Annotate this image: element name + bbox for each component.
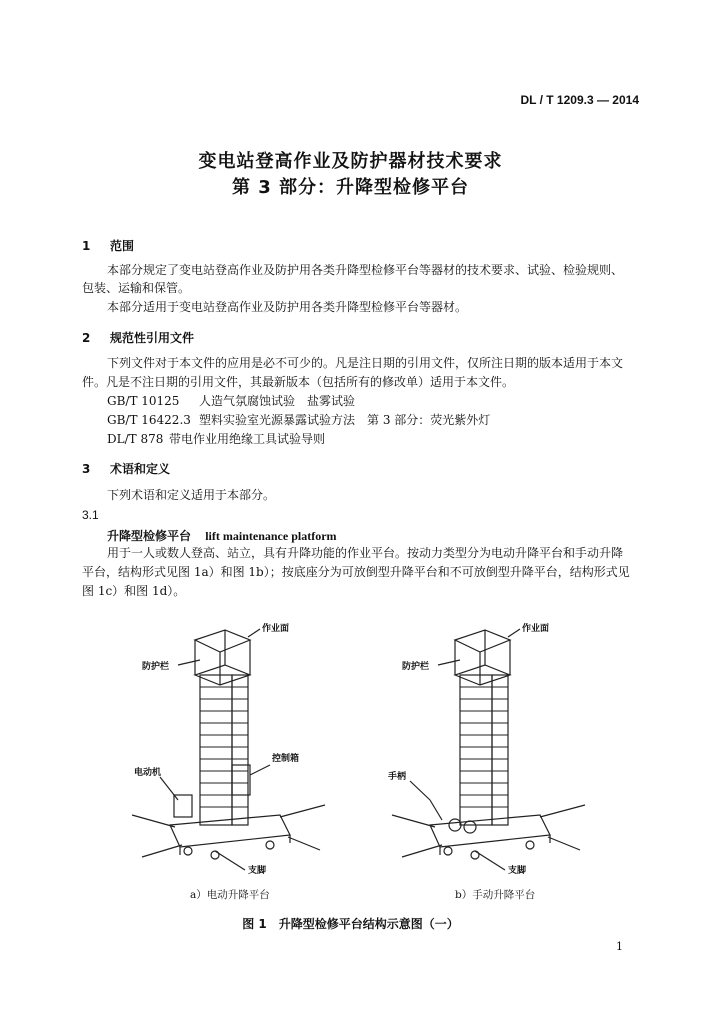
section-title: 范围 [110,239,135,253]
manual-lift-platform-diagram [380,615,610,875]
label-control-box: 控制箱 [272,754,300,764]
section-number: 3 [82,462,91,476]
term-name-en: lift maintenance platform [205,529,337,543]
electric-lift-platform-diagram [120,615,350,875]
label-outrigger: 支脚 [508,866,527,875]
paragraph: 下列术语和定义适用于本部分。 [107,488,276,502]
term-definition-line: 平台，结构形式见图 1a）和图 1b）；按底座分为可放倒型升降平台和不可放倒型升降平台，结构形式见 [82,565,630,579]
section-2-heading [82,329,194,346]
label-handle: 手柄 [388,772,407,782]
paragraph: 本部分规定了变电站登高作业及防护用各类升降型检修平台等器材的技术要求、试验、检验规则、 [107,263,624,277]
label-motor: 电动机 [134,768,162,778]
label-work-surface: 作业面 [262,624,290,634]
label-outrigger: 支脚 [248,866,267,875]
paragraph: 件。凡是不注日期的引用文件，其最新版本（包括所有的修改单）适用于本文件。 [82,375,515,389]
reference-title: 人造气氛腐蚀试验 盐雾试验 [199,394,356,408]
reference-title: 塑料实验室光源暴露试验方法 第 3 部分：荧光紫外灯 [199,413,491,427]
term-definition-line: 用于一人或数人登高、站立，具有升降功能的作业平台。按动力类型分为电动升降平台和手动升降 [107,546,624,560]
figure-caption-a: a）电动升降平台 [190,889,270,901]
section-title: 术语和定义 [110,462,171,476]
section-number: 1 [82,239,91,253]
section-1-heading [82,237,134,254]
paragraph: 包装、运输和保管。 [82,281,191,295]
label-guardrail: 防护栏 [142,662,170,672]
label-work-surface: 作业面 [522,624,550,634]
reference-item [107,412,490,429]
figure-title: 图 1 升降型检修平台结构示意图（一） [242,917,459,931]
figure-caption-b: b）手动升降平台 [455,889,536,901]
term-heading [107,527,337,544]
paragraph: 本部分适用于变电站登高作业及防护用各类升降型检修平台等器材。 [107,300,468,314]
document-title: 变电站登高作业及防护器材技术要求 [198,151,503,172]
reference-title: 带电作业用绝缘工具试验导则 [169,432,326,446]
section-3-heading [82,460,170,477]
paragraph: 下列文件对于本文件的应用是必不可少的。凡是注日期的引用文件，仅所注日期的版本适用于本文 [107,356,624,370]
reference-code: GB/T 16422.3 [107,413,191,427]
page-number: 1 [616,940,623,953]
label-guardrail: 防护栏 [402,662,430,672]
reference-code: GB/T 10125 [107,394,180,408]
term-number: 3.1 [82,508,99,522]
section-number: 2 [82,331,91,345]
section-title: 规范性引用文件 [110,331,195,345]
document-subtitle: 第 3 部分：升降型检修平台 [231,177,470,198]
term-definition-line: 图 1c）和图 1d）。 [82,584,186,598]
reference-code: DL/T 878 [107,432,164,446]
standard-code: DL / T 1209.3 — 2014 [520,93,639,107]
reference-item [107,431,325,448]
term-name-cn: 升降型检修平台 [107,529,192,543]
reference-item [107,393,355,410]
